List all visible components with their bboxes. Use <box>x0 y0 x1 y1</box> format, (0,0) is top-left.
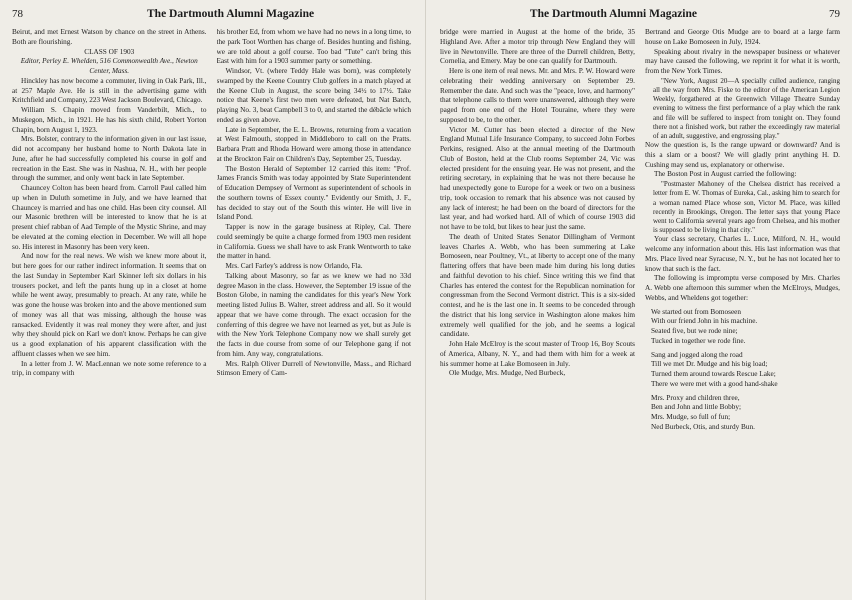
paragraph: "Postmaster Mahoney of the Chelsea district has received a letter from E. W. Thomas of Eureka, Cal., asking him to search for a woman named Place whose son, Victor M. Place, was killed recently in Brookings, Oregon. The letter says that young Place went to California several years ago from Chelsea, and his mother is supposed to be living in that city." <box>653 180 840 235</box>
left-page-header <box>12 0 411 28</box>
paragraph: John Hale McElroy is the scout master of Troop 16, Boy Scouts of America, Albany, N. Y., and had them with him for a week at his summer home at Lake Bomoseen in July. <box>440 340 635 368</box>
paragraph: Tapper is now in the garage business at Ripley, Cal. There could seemingly be quite a charge formed from 1903 men resident in California. Guess we shall have to ask Frank Wentworth to take the matter in hand. <box>216 223 411 261</box>
right-page-number: 79 <box>829 8 840 20</box>
paragraph: his brother Ed, from whom we have had no news in a long time, to the park Toot Worthen has charge of. Besides hunting and fishing, we are told about a golf course. Too bad "Tute" can't bring this East with him for a 1903 summer party or something. <box>216 28 411 66</box>
paragraph: bridge were married in August at the home of the bride, 35 Highland Ave. After a motor trip through New England they will live in Newtonville. There are three of the Durrell children, Betty, Cornelia, and Emery. May be one can qualify for Dartmouth. <box>440 28 635 66</box>
paragraph: And now for the real news. We wish we knew more about it, but here goes for our rather indirect information. It seems that on the last Sunday in September Karl Skinner left six dollars in his trousers pocket, and left the pants hung up in a closet at home while he went away, presumably to preach. At any rate, while he was gone the house was broken into and the above mentioned sum of money was all that was missing, although the house was ransacked. Evidently it was real money they were after, and just why they should pick on Karl we don't know. Perhaps he can give us a good explanation of his apparent classification with the affluent classes when we see him. <box>12 252 207 358</box>
paragraph: The Boston Herald of September 12 carried this item: "Prof. James Francis Smith was today appointed by State Superintendent of Education Dempsey of Vermont as superintendent of schools in the southern towns of Essex county." Evidently our Smith, J. F., has decided to stay out of the South this winter. He will live in Island Pond. <box>216 164 411 222</box>
paragraph: Hinckley has now become a commuter, living in Oak Park, Ill., at 257 Maple Ave. He is still in the advertising game with Kritchfield and Company, 223 West Jackson Boulevard, Chicago. <box>12 76 207 105</box>
paragraph: William S. Chapin moved from Vanderbilt, Mich., to Muskegon, Mich., in 1921. He has his sixth child, Robert Yorton Chapin, born August 1, 1923. <box>12 106 207 134</box>
right-column-1 <box>440 28 635 596</box>
right-columns <box>440 28 840 596</box>
left-column-1 <box>12 28 207 596</box>
paragraph: Victor M. Cutter has been elected a director of the New England Mutual Life Insurance Company, to succeed John Forbes Perkins, resigned. Also at the annual meeting of the Dartmouth Club of Boston, held at the Club rooms September 24, Vic was elected president for the ensuing year. He was not present, and the retiring secretary, in explaining that he was not there because he had unexpectedly gone to Europe for a week or two on a business trip, took occasion to remark that his absence was not caused by any lack of interest; he had been on the board of directors for the last year, and had worked hard. All of which of course 1903 did not have to be told, but likes to hear just the same. <box>440 125 635 231</box>
paragraph: Beirut, and met Ernest Watson by chance on the street in Athens. Both are flourishing. <box>12 28 207 46</box>
paragraph: Editor, Perley E. Whelden, 516 Commonwealth Ave., Newton Center, Mass. <box>20 57 198 75</box>
paragraph: Sang and jogged along the road Till we met Dr. Mudge and his big load; Turned them around towards Rescue Lake; There we were met with a good hand-shake <box>651 350 778 388</box>
left-page-number: 78 <box>12 8 23 20</box>
right-column-2 <box>645 28 840 596</box>
paragraph: The following is impromptu verse composed by Mrs. Charles A. Webb one afternoon this summer when the McElroys, Mudges, Webbs, and Wheldens got together: <box>645 274 840 302</box>
left-running-title: The Dartmouth Alumni Magazine <box>147 8 315 20</box>
paragraph: We started out from Bomoseen With our friend John in his machine. Seated five, but we rode nine; Tucked in together we rode fine. <box>651 307 758 345</box>
paragraph: The Boston Post in August carried the following: <box>654 170 797 179</box>
paragraph: Here is one item of real news. Mr. and Mrs. P. W. Howard were celebrating their wedding anniversary on September 29. Remember the date. And such was the "peace, love, and harmony" that telephone calls to them were unanswered, although they were paged from one end of the Hotel Touraine, where they were supposed to be, to the other. <box>440 67 635 124</box>
paragraph: Your class secretary, Charles L. Luce, Milford, N. H., would welcome any information about this. His last information was that Mrs. Place lived near Syracuse, N. Y., but he has not located her to know that such is the fact. <box>645 235 840 273</box>
paragraph: Ole Mudge, Mrs. Mudge, Ned Burbeck, <box>449 369 566 378</box>
paragraph: Bertrand and George Otis Mudge are to board at a large farm house on Lake Bomoseen in July, 1924. <box>645 28 840 46</box>
paragraph: Mrs. Proxy and children three, Ben and John and little Bobby; Mrs. Mudge, so full of fun; Ned Burbeck, Otis, and sturdy Bun. <box>651 393 755 431</box>
right-page-header <box>440 0 840 28</box>
paragraph: Speaking about rivalry in the newspaper business or whatever may have caused the following, we reprint it for what it is worth, from the New York Times. <box>645 47 840 75</box>
paragraph: CLASS OF 1903 <box>84 47 135 56</box>
paragraph: "New York, August 20—A specially culled audience, ranging all the way from Mrs. Fiske to the editor of the American Legion Weekly, forgathered at the Greenwich Village Theatre Sunday evening to witness the first performance of a play which the rank and file will be suffered to inspect from tonight on. They found there not a finished work, but rather the exceedingly raw material of an adult, suggestive, and engrossing play." <box>653 76 840 140</box>
paragraph: Late in September, the E. L. Browns, returning from a vacation at West Falmouth, stopped in Middleboro to call on the Pratts. Barbara Pratt and Rhoda Howard were among those in attendance at the Brockton Fair on Children's Day, September 25, Tuesday. <box>216 125 411 163</box>
left-columns <box>12 28 411 596</box>
paragraph: Talking about Masonry, so far as we knew we had no 33d degree Mason in the class. However, the September 19 issue of the Boston Globe, in naming the candidates for this year's New York meeting listed Julius B. Walter, street address and all. So it would appear that we have come through. The exact occasion for the conferring of this degree we have not learned as yet, but as Jule is with the New York Telephone Company now we shall surely get the facts in due course from some of our Telephone gang if not from him. Any way, congratulations. <box>216 271 411 358</box>
right-page <box>426 0 852 600</box>
left-column-2 <box>217 28 412 596</box>
paragraph: In a letter from J. W. MacLennan we note some reference to a trip, in company with <box>12 359 207 378</box>
right-running-title: The Dartmouth Alumni Magazine <box>529 8 697 20</box>
paragraph: The death of United States Senator Dillingham of Vermont leaves Charles A. Webb, who has been summering at Lake Bomoseen, near Poultney, Vt., at liberty to accept one of the many flattering offers that have been made him during his long duties and faithful devotion to his chief. Since writing this we find that Charles has entered the contest for the Republican nomination for congressman from the Second Vermont district. This is a six-sided contest, and he is the last one in. It seems to be conceded through the district that his long service in Washington alone makes him extremely well qualified for the job, and he seems a logical candidate. <box>440 232 635 339</box>
paragraph: Now the question is, Is the range upward or downward? And is this a slam or a boost? We will gladly print anything H. D. Cushing may send us, explanatory or otherwise. <box>645 141 840 169</box>
paragraph: Mrs. Carl Farley's address is now Orlando, Fla. <box>225 262 363 270</box>
paragraph: Mrs. Bolster, contrary to the information given in our last issue, did not accompany her husband home to North Dakota late in June, after he had successfully completed his course in golf and recreation in the East. She was in Nashua, N. H., with her people through the summer, and only went back in late September. <box>12 135 207 183</box>
paragraph: Mrs. Ralph Oliver Durrell of Newtonville, Mass., and Richard Stimson Emery of Cam- <box>216 359 411 378</box>
paragraph: Chauncey Colton has been heard from. Carroll Paul called him up when in Duluth sometime in July, and we have learned that Chauncey is married and has one child. Has been city counsel. All our Masonic brethren will be interested to know that he is at present chief rabban of Aad Temple of the Mystic Shrine, and may be elevated at the coming election in December. We will all hope so. His interest in Masonry has been very keen. <box>12 184 207 251</box>
paragraph: Windsor, Vt. (where Teddy Hale was born), was completely swamped by the Keene Country Club golfers in a match played at the Keene Club in August, the score being 34½ to 17½. Take notice that Keene's first two men were defeated, but Nat Batch, playing No. 3, beat Campbell 3 to 0, and started the débâcle which ended as given above. <box>216 67 411 124</box>
